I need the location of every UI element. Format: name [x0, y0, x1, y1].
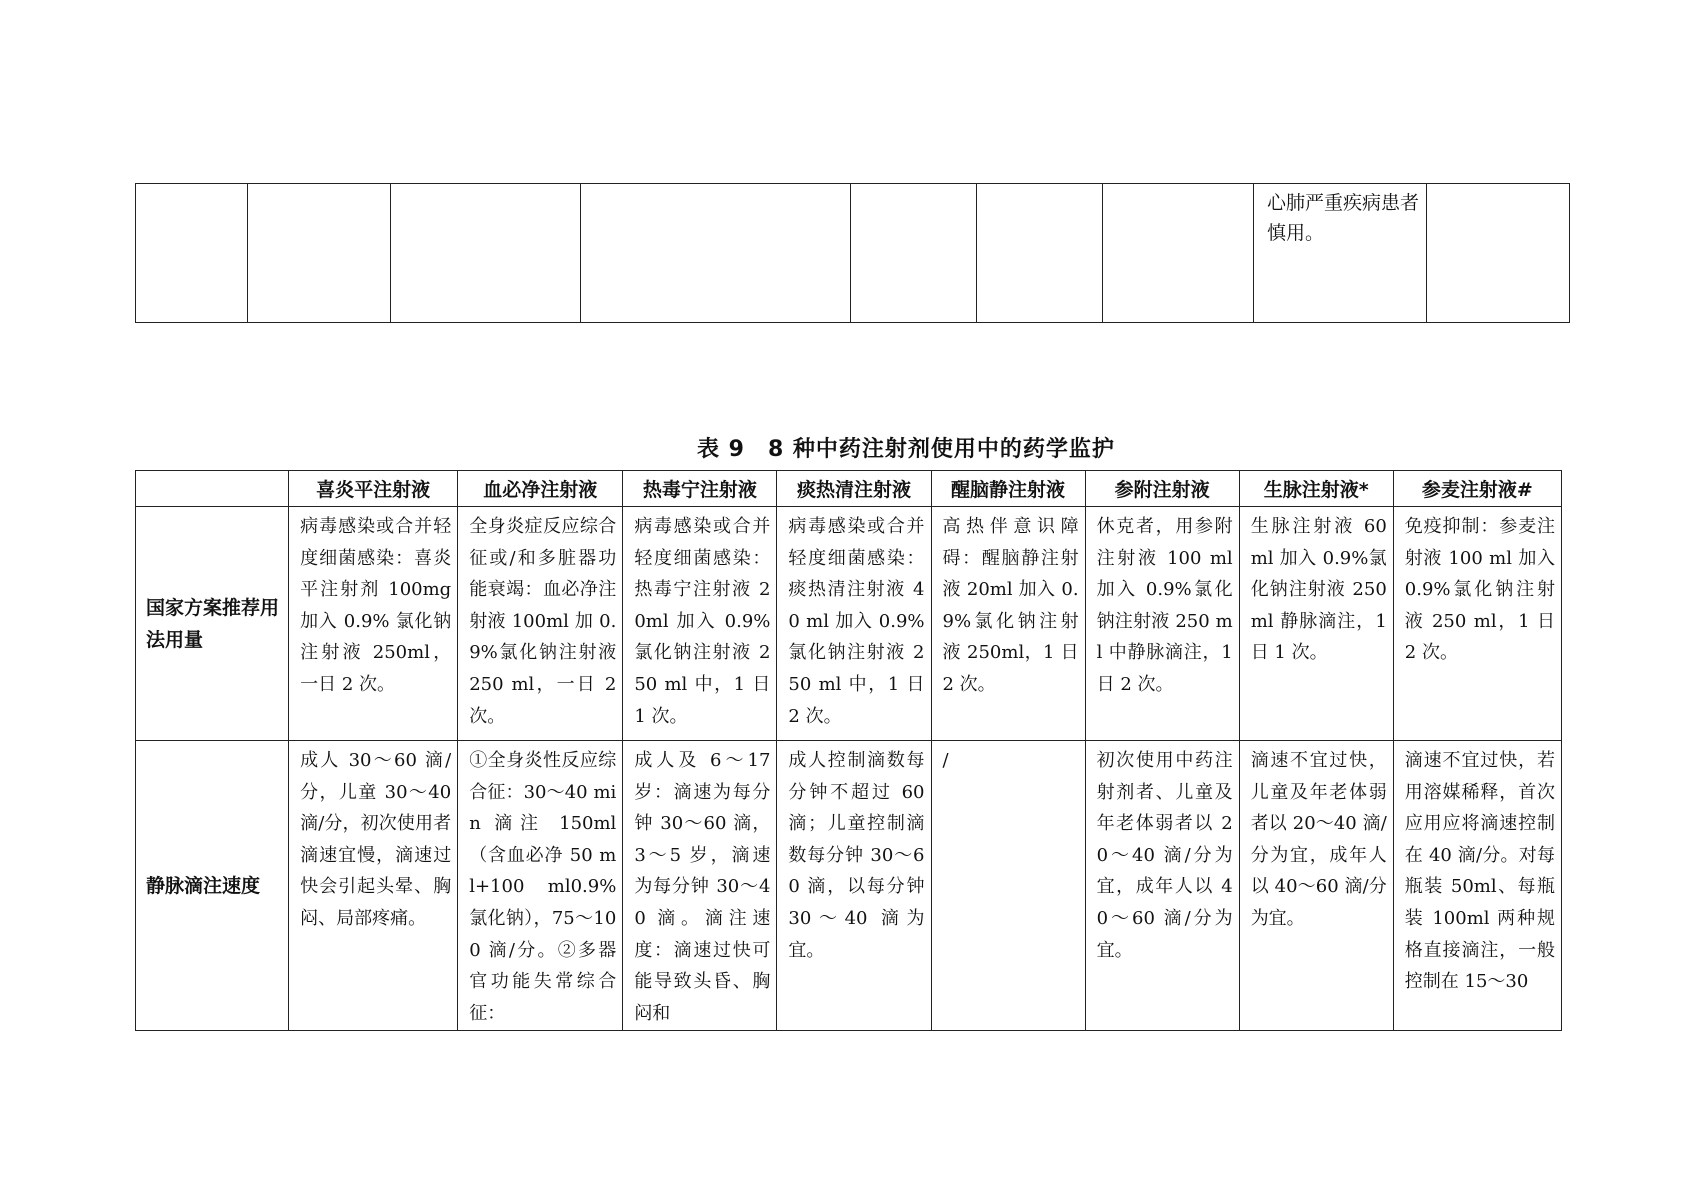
header-xingnaojing: 醒脑静注射液	[931, 471, 1085, 507]
header-shengmai: 生脉注射液*	[1239, 471, 1393, 507]
header-tanreqing: 痰热清注射液	[777, 471, 931, 507]
row-label-dosage: 国家方案推荐用法用量	[136, 507, 289, 741]
table-cell: ①全身炎性反应综合征：30～40 min 滴注 150ml（含血必净 50 ml+100 ml0.9%氯化钠），75～100 滴/分。②多器官功能失常综合征：	[458, 741, 623, 1031]
table-title: 表 9 8 种中药注射剂使用中的药学监护	[697, 437, 1115, 462]
continued-cell	[391, 184, 581, 323]
table-cell: 成人及 6～17 岁：滴速为每分钟 30～60 滴，3～5 岁，滴速为每分钟 30～40 滴。滴注速度：滴速过快可能导致头昏、胸闷和	[623, 741, 777, 1031]
continued-cell	[581, 184, 851, 323]
table-cell: 免疫抑制：参麦注射液 100 ml 加入 0.9%氯化钠注射液 250 ml，1 日 2 次。	[1393, 507, 1561, 741]
table-cell: 高热伴意识障碍：醒脑静注射液 20ml 加入 0.9%氯化钠注射液 250ml，1 日 2 次。	[931, 507, 1085, 741]
table-cell: 初次使用中药注射剂者、儿童及年老体弱者以 20～40 滴/分为宜，成年人以 40～60 滴/分为宜。	[1085, 741, 1239, 1031]
table-cell: 成人 30～60 滴/分，儿童 30～40 滴/分，初次使用者滴速宜慢，滴速过快会引起头晕、胸闷、局部疼痛。	[289, 741, 458, 1031]
continued-cell	[1103, 184, 1254, 323]
table-row	[136, 741, 1562, 1031]
continued-cell	[248, 184, 391, 323]
continued-cell	[977, 184, 1103, 323]
continued-table-row	[136, 184, 1570, 323]
table-cell: 病毒感染或合并轻度细菌感染：喜炎平注射剂 100mg 加入 0.9% 氯化钠注射液 250ml，一日 2 次。	[289, 507, 458, 741]
table-cell: 休克者，用参附注射液 100 ml 加入 0.9%氯化钠注射液 250 ml 中静脉滴注，1 日 2 次。	[1085, 507, 1239, 741]
table-cell: /	[931, 741, 1085, 1031]
continued-cell: 心肺严重疾病患者慎用。	[1254, 184, 1427, 323]
table-row	[136, 507, 1562, 741]
table-cell: 病毒感染或合并轻度细菌感染：热毒宁注射液 20ml 加入 0.9%氯化钠注射液 250 ml 中，1 日 1 次。	[623, 507, 777, 741]
header-corner	[136, 471, 289, 507]
table-cell: 成人控制滴数每分钟不超过 60 滴；儿童控制滴数每分钟 30～60 滴，以每分钟 30～40 滴为宜。	[777, 741, 931, 1031]
table-cell: 滴速不宜过快，若用溶媒稀释，首次应用应将滴速控制在 40 滴/分。对每瓶装 50ml、每瓶装 100ml 两种规格直接滴注，一般控制在 15～30	[1393, 741, 1561, 1031]
continued-cell	[136, 184, 248, 323]
table-cell: 病毒感染或合并轻度细菌感染：痰热清注射液 40 ml 加入 0.9%氯化钠注射液 250 ml 中，1 日 2 次。	[777, 507, 931, 741]
header-shenmai: 参麦注射液#	[1393, 471, 1561, 507]
header-xiyanping: 喜炎平注射液	[289, 471, 458, 507]
table-cell: 全身炎症反应综合征或/和多脏器功能衰竭：血必净注射液 100ml 加 0.9%氯化钠注射液 250 ml，一日 2 次。	[458, 507, 623, 741]
table-cell: 生脉注射液 60 ml 加入 0.9%氯化钠注射液 250 ml 静脉滴注，1 日 1 次。	[1239, 507, 1393, 741]
header-shenfu: 参附注射液	[1085, 471, 1239, 507]
row-label-drip-rate: 静脉滴注速度	[136, 741, 289, 1031]
continued-cell	[1427, 184, 1570, 323]
table-cell: 滴速不宜过快，儿童及年老体弱者以 20～40 滴/分为宜，成年人以 40～60 滴/分为宜。	[1239, 741, 1393, 1031]
header-reduning: 热毒宁注射液	[623, 471, 777, 507]
continued-cell	[851, 184, 977, 323]
table-header-row	[136, 471, 1562, 507]
header-xuebijing: 血必净注射液	[458, 471, 623, 507]
pharmacy-monitoring-table	[135, 470, 1562, 1031]
continued-table	[135, 183, 1570, 323]
